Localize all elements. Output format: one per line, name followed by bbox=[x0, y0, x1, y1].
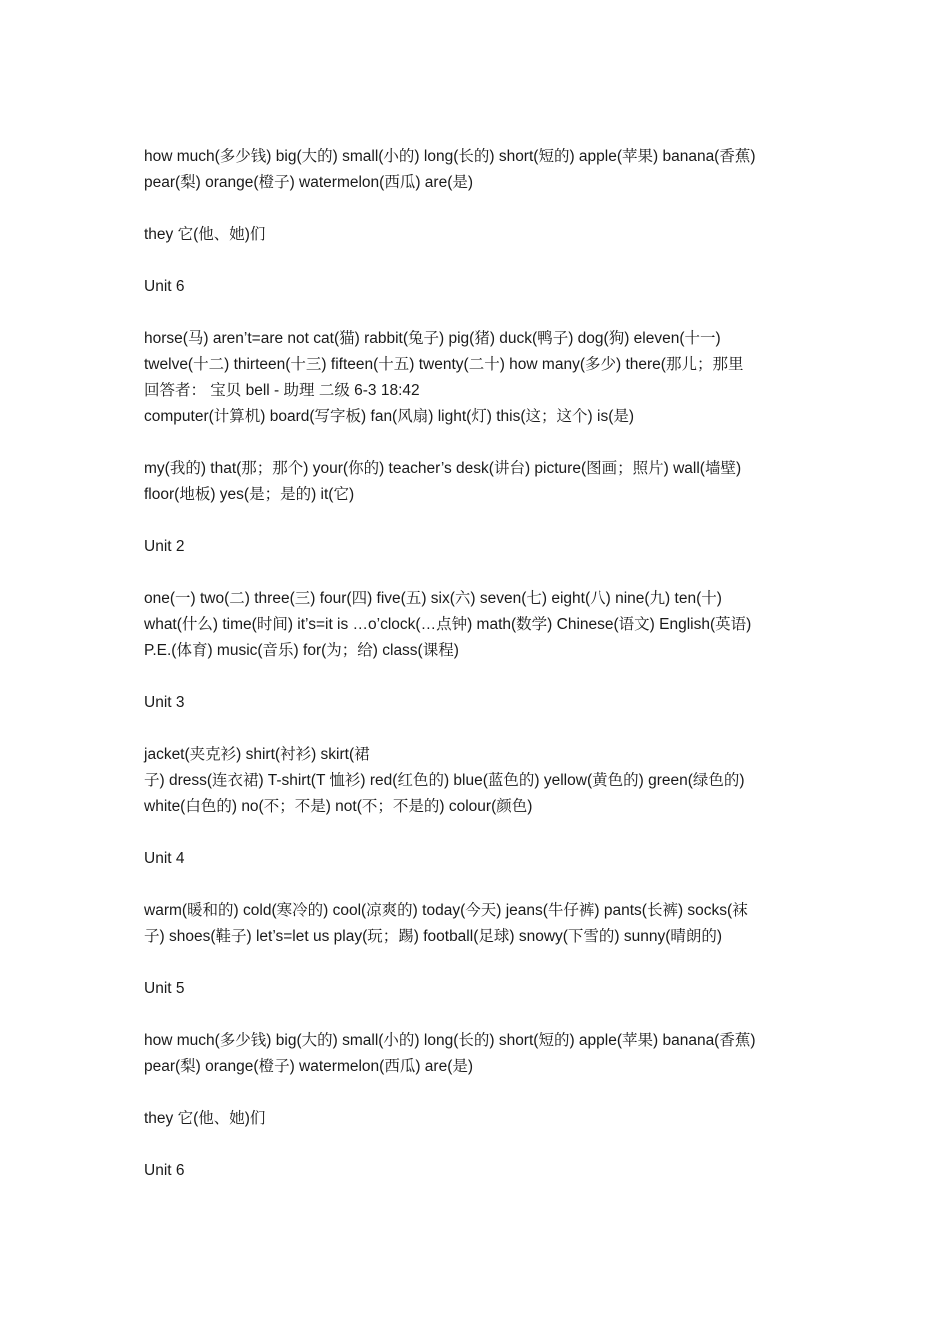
text-line: 子) shoes(鞋子) let’s=let us play(玩；踢) football(足球) snowy(下雪的) sunny(晴朗的) bbox=[144, 928, 723, 945]
unit-heading: Unit 6 bbox=[144, 1162, 185, 1179]
vocab-paragraph bbox=[144, 898, 814, 950]
text-line: P.E.(体育) music(音乐) for(为；给) class(课程) bbox=[144, 642, 459, 659]
spacer bbox=[144, 430, 814, 456]
unit-heading: Unit 5 bbox=[144, 980, 185, 997]
text-line: 子) dress(连衣裙) T-shirt(T 恤衫) red(红色的) blue(蓝色的) yellow(黄色的) green(绿色的) bbox=[144, 772, 745, 789]
text-line: my(我的) that(那；那个) your(你的) teacher’s desk(讲台) picture(图画；照片) wall(墙壁) bbox=[144, 460, 742, 477]
text-line: pear(梨) orange(橙子) watermelon(西瓜) are(是) bbox=[144, 174, 474, 191]
document-page bbox=[144, 144, 814, 1210]
vocab-paragraph bbox=[144, 326, 814, 430]
text-line: computer(计算机) board(写字板) fan(风扇) light(灯) this(这；这个) is(是) bbox=[144, 408, 635, 425]
text-line: they 它(他、她)们 bbox=[144, 226, 266, 243]
text-line: what(什么) time(时间) it’s=it is …o’clock(…点钟) math(数学) Chinese(语文) English(英语) bbox=[144, 616, 752, 633]
unit-heading: Unit 6 bbox=[144, 278, 185, 295]
unit-heading: Unit 3 bbox=[144, 694, 185, 711]
unit-heading: Unit 4 bbox=[144, 850, 185, 867]
text-line: horse(马) aren’t=are not cat(猫) rabbit(兔子) pig(猪) duck(鸭子) dog(狗) eleven(十一) bbox=[144, 330, 721, 347]
text-line: warm(暖和的) cold(寒冷的) cool(凉爽的) today(今天) jeans(牛仔裤) pants(长裤) socks(袜 bbox=[144, 902, 748, 919]
text-line: how much(多少钱) big(大的) small(小的) long(长的) short(短的) apple(苹果) banana(香蕉) bbox=[144, 148, 756, 165]
text-line: white(白色的) no(不；不是) not(不；不是的) colour(颜色) bbox=[144, 798, 533, 815]
text-line: floor(地板) yes(是；是的) it(它) bbox=[144, 486, 355, 503]
text-line: one(一) two(二) three(三) four(四) five(五) six(六) seven(七) eight(八) nine(九) ten(十) bbox=[144, 590, 722, 607]
vocab-paragraph bbox=[144, 222, 814, 248]
text-line: pear(梨) orange(橙子) watermelon(西瓜) are(是) bbox=[144, 1058, 474, 1075]
text-line: jacket(夹克衫) shirt(衬衫) skirt(裙 bbox=[144, 746, 370, 763]
vocab-paragraph bbox=[144, 586, 814, 664]
text-line: twelve(十二) thirteen(十三) fifteen(十五) twenty(二十) how many(多少) there(那儿；那里 bbox=[144, 356, 744, 373]
vocab-paragraph bbox=[144, 742, 814, 820]
vocab-paragraph bbox=[144, 456, 814, 508]
vocab-paragraph bbox=[144, 1028, 814, 1080]
unit-heading: Unit 2 bbox=[144, 538, 185, 555]
vocab-paragraph bbox=[144, 1106, 814, 1132]
text-line: how much(多少钱) big(大的) small(小的) long(长的) short(短的) apple(苹果) banana(香蕉) bbox=[144, 1032, 756, 1049]
text-line: they 它(他、她)们 bbox=[144, 1110, 266, 1127]
answerer-info-line: 回答者： 宝贝 bell - 助理 二级 6-3 18:42 bbox=[144, 382, 420, 399]
vocab-paragraph bbox=[144, 144, 814, 196]
